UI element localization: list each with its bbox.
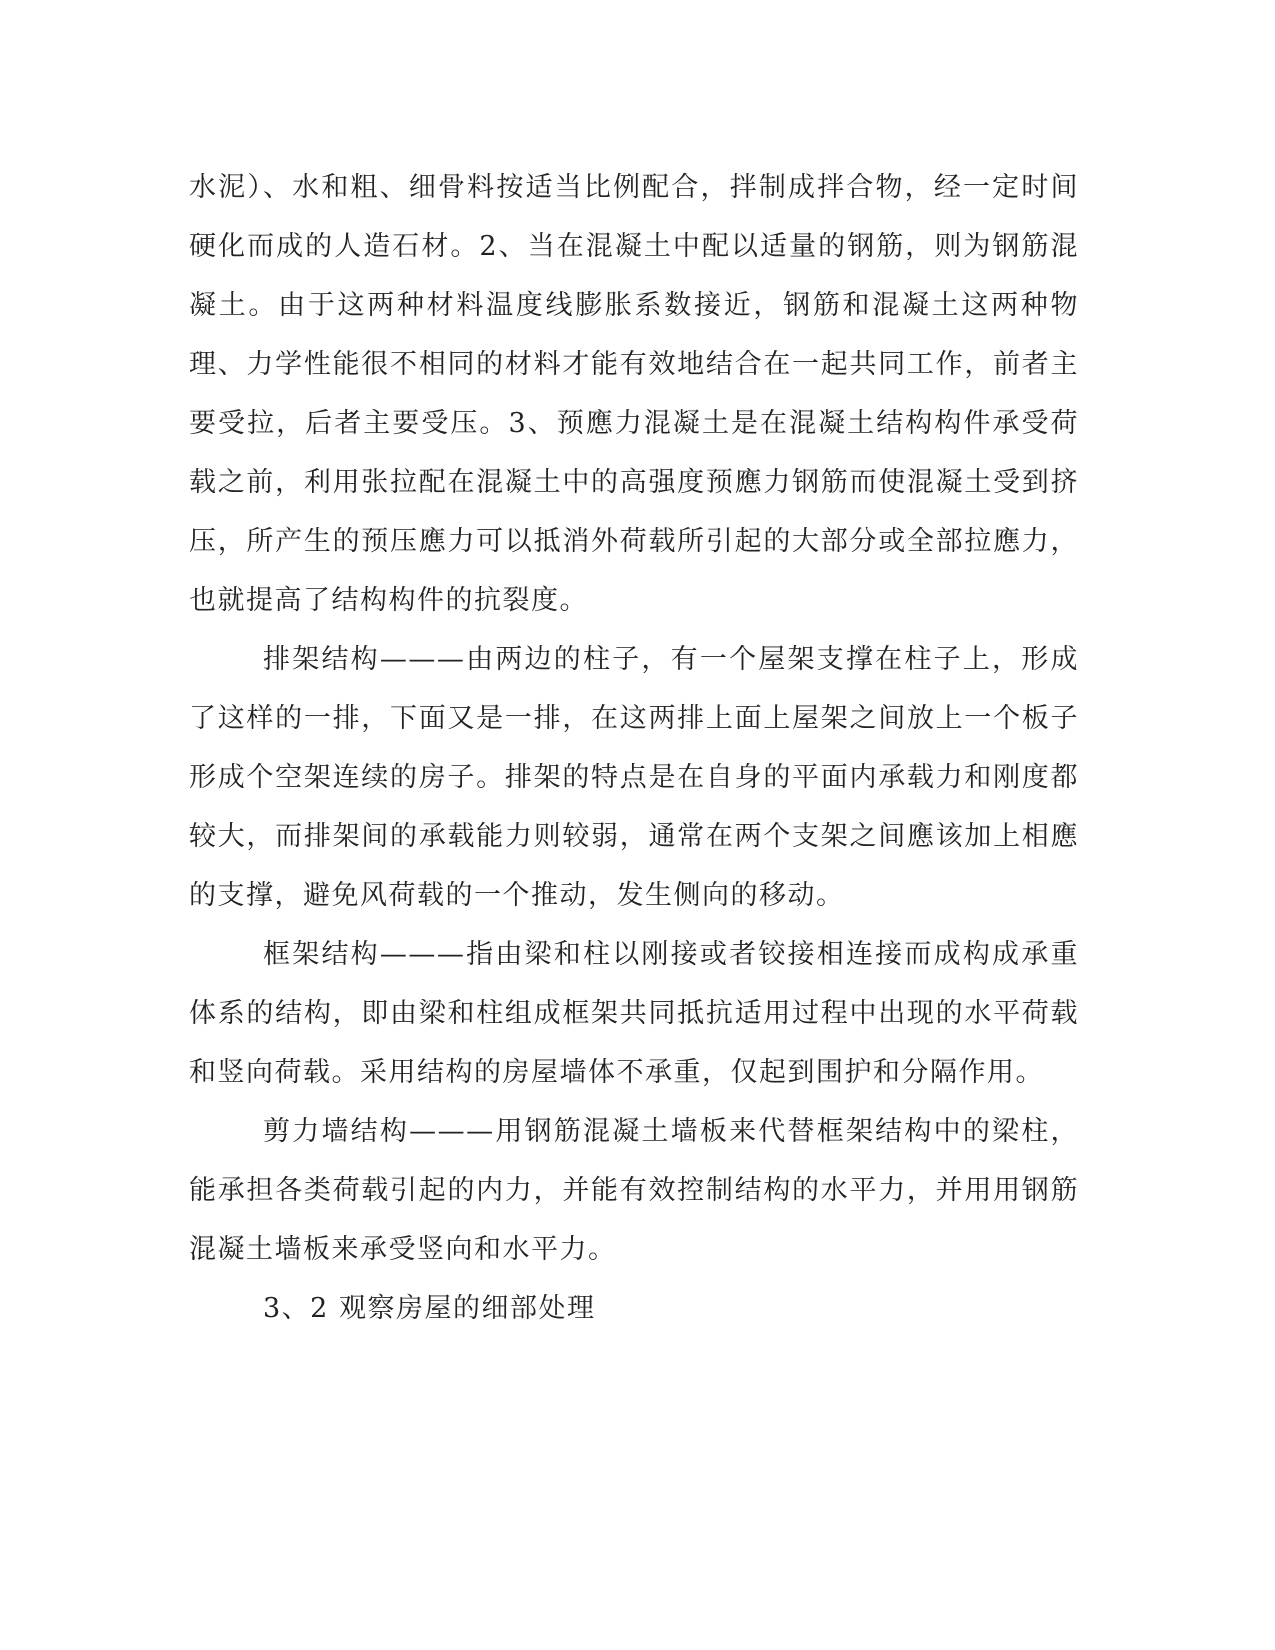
section-heading: 3、2 观察房屋的细部处理 — [263, 1293, 596, 1324]
document-body — [189, 158, 1079, 1338]
paragraph-shear-wall-structure: 剪力墙结构———用钢筋混凝土墙板来代替框架结构中的梁柱，能承担各类荷载引起的内力，并能有效控制结构的水平力，并用用钢筋混凝土墙板来承受竖向和水平力。 — [189, 1116, 1079, 1265]
paragraph-frame-structure: 框架结构———指由梁和柱以刚接或者铰接相连接而成构成承重体系的结构，即由梁和柱组成框架共同抵抗适用过程中出现的水平荷载和竖向荷载。采用结构的房屋墙体不承重，仅起到围护和分隔作用。 — [189, 939, 1079, 1088]
paragraph-concrete-types: 水泥）、水和粗、细骨料按适当比例配合，拌制成拌合物，经一定时间硬化而成的人造石材。2、当在混凝土中配以适量的钢筋，则为钢筋混凝土。由于这两种材料温度线膨胀系数接近，钢筋和混凝土这两种物理、力学性能很不相同的材料才能有效地结合在一起共同工作，前者主要受拉，后者主要受压。3、预應力混凝土是在混凝土结构构件承受荷载之前，利用张拉配在混凝土中的高强度预應力钢筋而使混凝土受到挤压，所产生的预压應力可以抵消外荷载所引起的大部分或全部拉應力，也就提高了结构构件的抗裂度。 — [189, 172, 1079, 616]
paragraph-bent-frame-structure: 排架结构———由两边的柱子，有一个屋架支撑在柱子上，形成了这样的一排，下面又是一排，在这两排上面上屋架之间放上一个板子形成个空架连续的房子。排架的特点是在自身的平面内承载力和刚度都较大，而排架间的承载能力则较弱，通常在两个支架之间應该加上相應的支撑，避免风荷载的一个推动，发生侧向的移动。 — [189, 644, 1079, 911]
